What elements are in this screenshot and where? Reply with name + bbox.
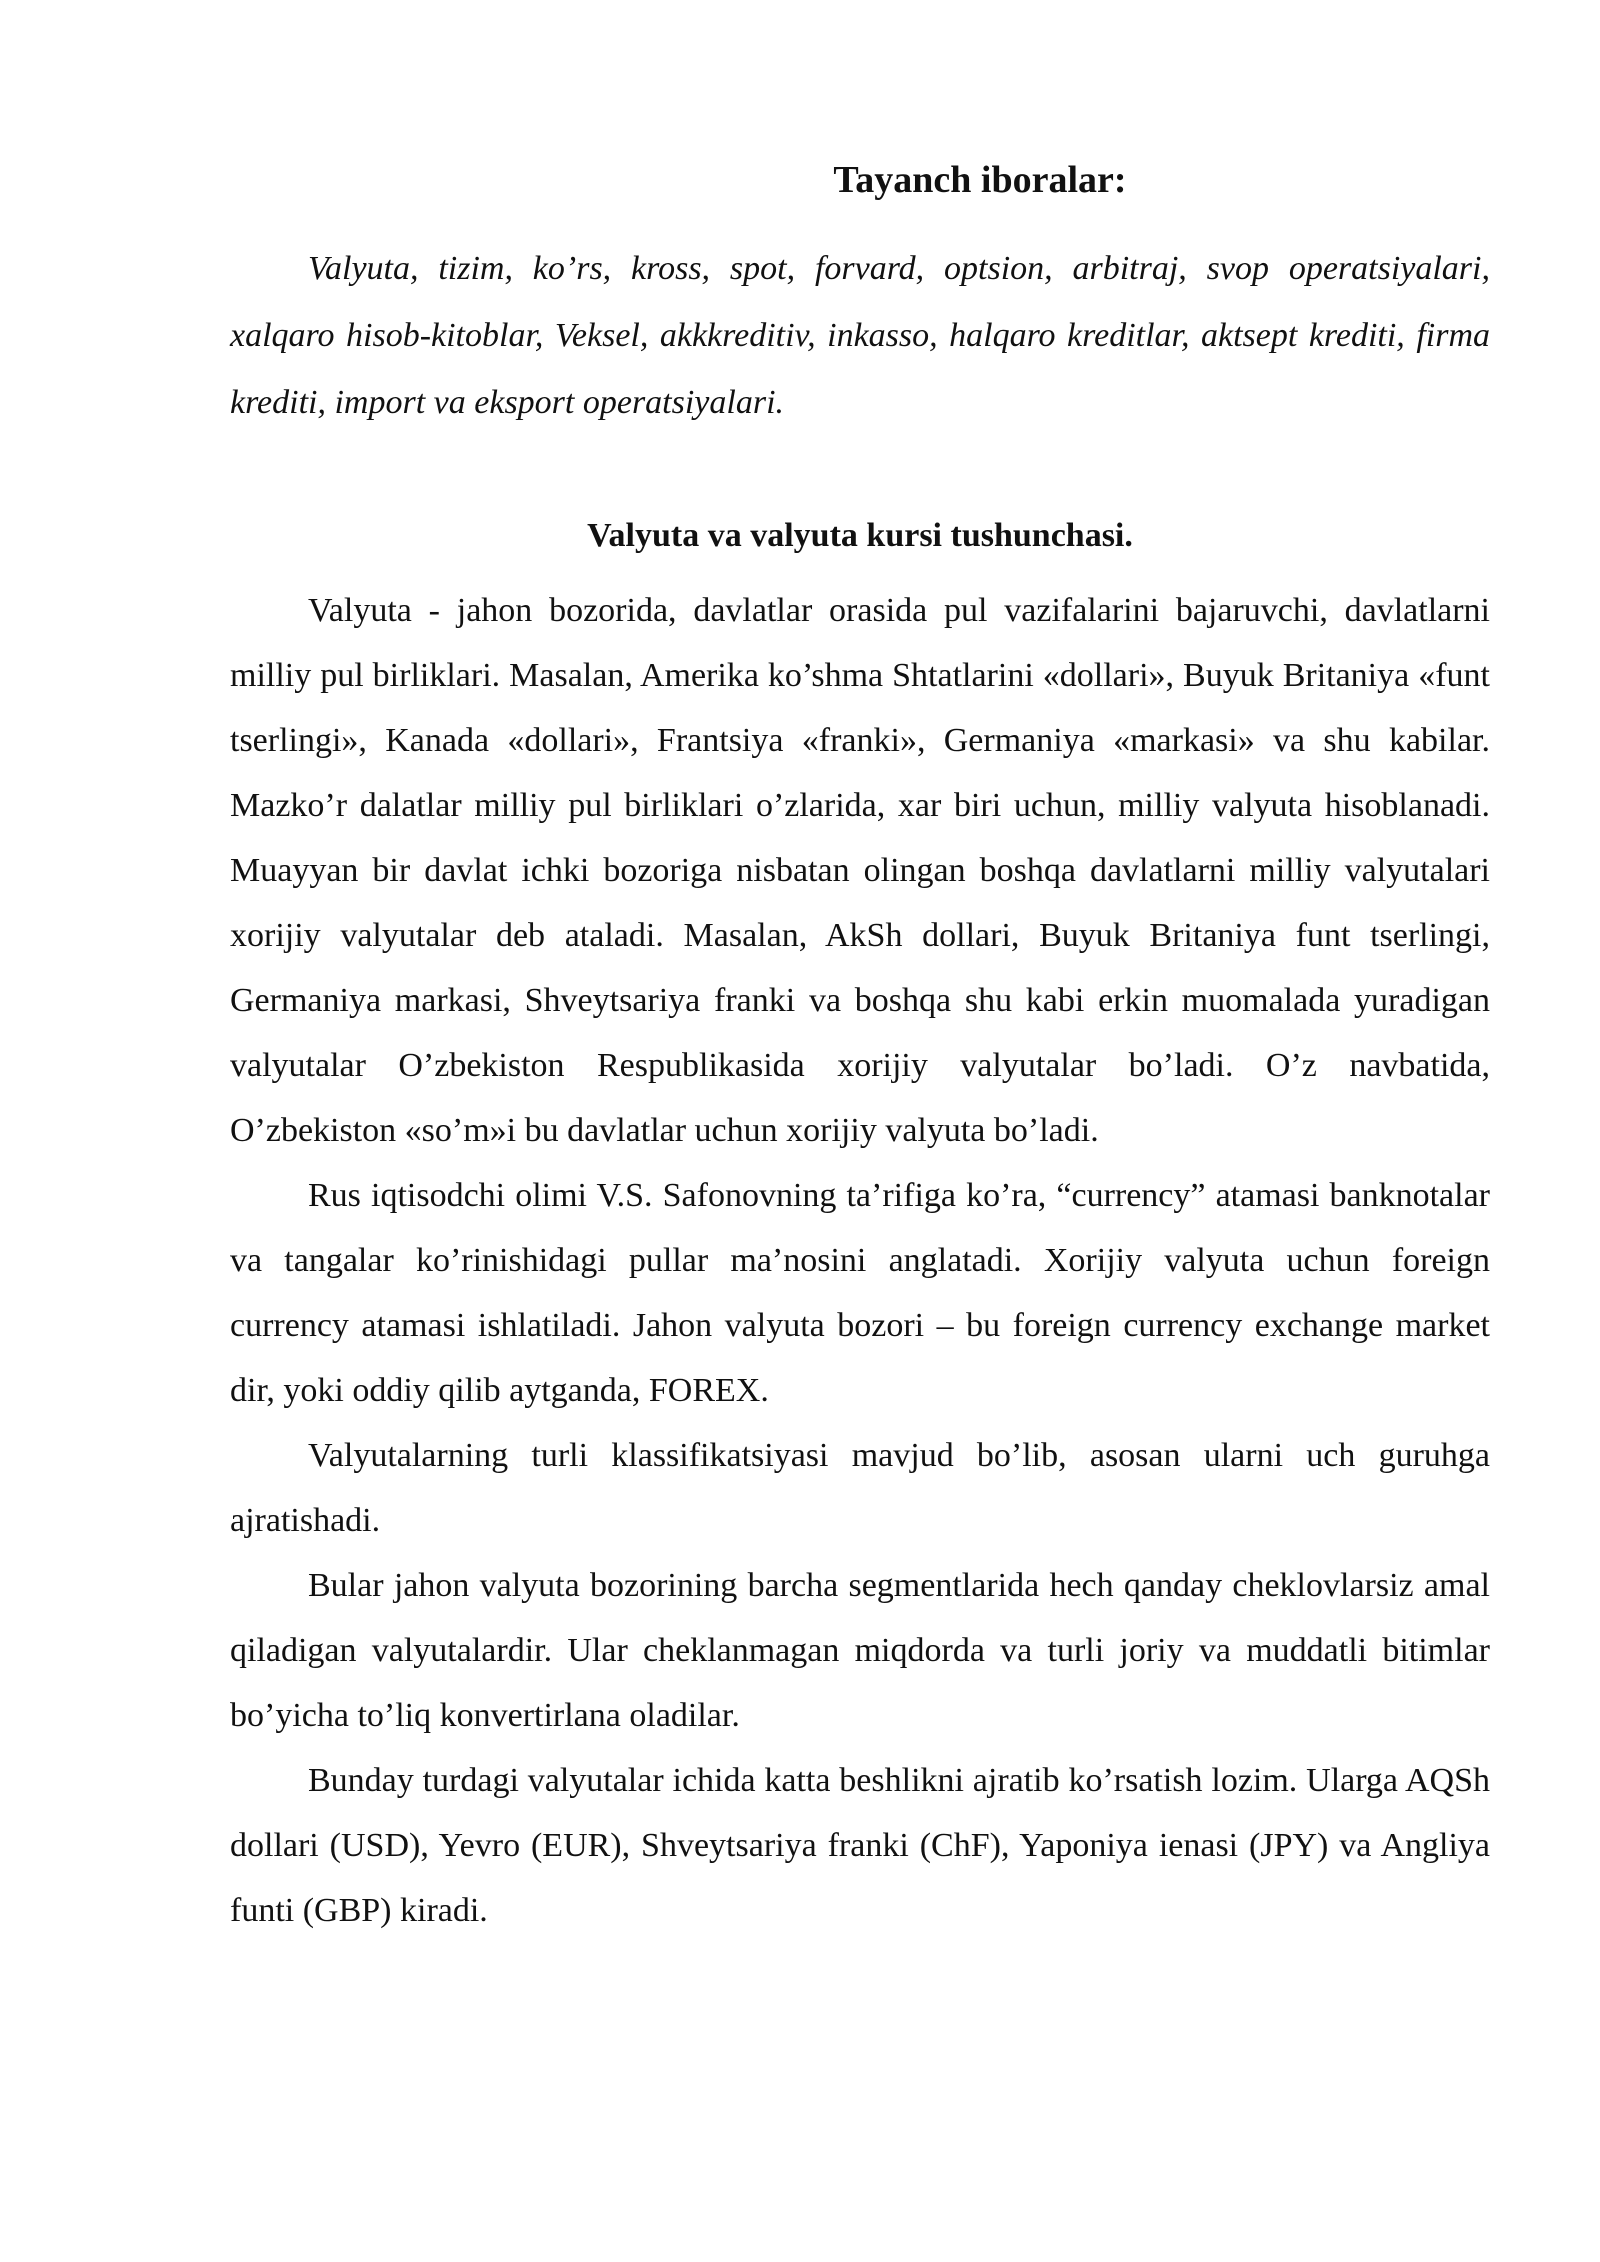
keywords-paragraph: Valyuta, tizim, ko’rs, kross, spot, forvard, optsion, arbitraj, svop operatsiyalari, xalqaro hisob-kitoblar, Veksel, akkkreditiv, inkasso, halqaro kreditlar, aktsept krediti, firma krediti, import va eksport operatsiyalari. [230, 250, 1490, 421]
body-paragraph-2: Rus iqtisodchi olimi V.S. Safonovning ta’rifiga ko’ra, “currency” atamasi banknotalar va tangalar ko’rinishidagi pullar ma’nosini anglatadi. Xorijiy valyuta uchun foreign currency atamasi ishlatiladi. Jahon valyuta bozori – bu foreign currency exchange market dir, yoki oddiy qilib aytganda, FOREX. [230, 1177, 1490, 1409]
page-content [230, 150, 1490, 1943]
body-paragraph-4: Bular jahon valyuta bozorining barcha segmentlarida hech qanday cheklovlarsiz amal qiladigan valyutalardir. Ular cheklanmagan miqdorda va turli joriy va muddatli bitimlar bo’yicha to’liq konvertirlana oladilar. [230, 1567, 1490, 1734]
page-title: Tayanch iboralar: [833, 159, 1127, 201]
section-heading: Valyuta va valyuta kursi tushunchasi. [587, 517, 1133, 554]
body-paragraph-1: Valyuta - jahon bozorida, davlatlar orasida pul vazifalarini bajaruvchi, davlatlarni milliy pul birliklari. Masalan, Amerika ko’shma Shtatlarini «dollari», Buyuk Britaniya «funt tserlingi», Kanada «dollari», Frantsiya «franki», Germaniya «markasi» va shu kabilar. Mazko’r dalatlar milliy pul birliklari o’zlarida, xar biri uchun, milliy valyuta hisoblanadi. Muayyan bir davlat ichki bozoriga nisbatan olingan boshqa davlatlarni milliy valyutalari xorijiy valyutalar deb ataladi. Masalan, AkSh dollari, Buyuk Britaniya funt tserlingi, Germaniya markasi, Shveytsariya franki va boshqa shu kabi erkin muomalada yuradigan valyutalar O’zbekiston Respublikasida xorijiy valyutalar bo’ladi. O’z navbatida, O’zbekiston «so’m»i bu davlatlar uchun xorijiy valyuta bo’ladi. [230, 592, 1490, 1149]
body-paragraph-5: Bunday turdagi valyutalar ichida katta beshlikni ajratib ko’rsatish lozim. Ularga AQSh dollari (USD), Yevro (EUR), Shveytsariya franki (ChF), Yaponiya ienasi (JPY) va Angliya funti (GBP) kiradi. [230, 1762, 1490, 1929]
body-paragraph-3: Valyutalarning turli klassifikatsiyasi mavjud bo’lib, asosan ularni uch guruhga ajratishadi. [230, 1437, 1490, 1539]
